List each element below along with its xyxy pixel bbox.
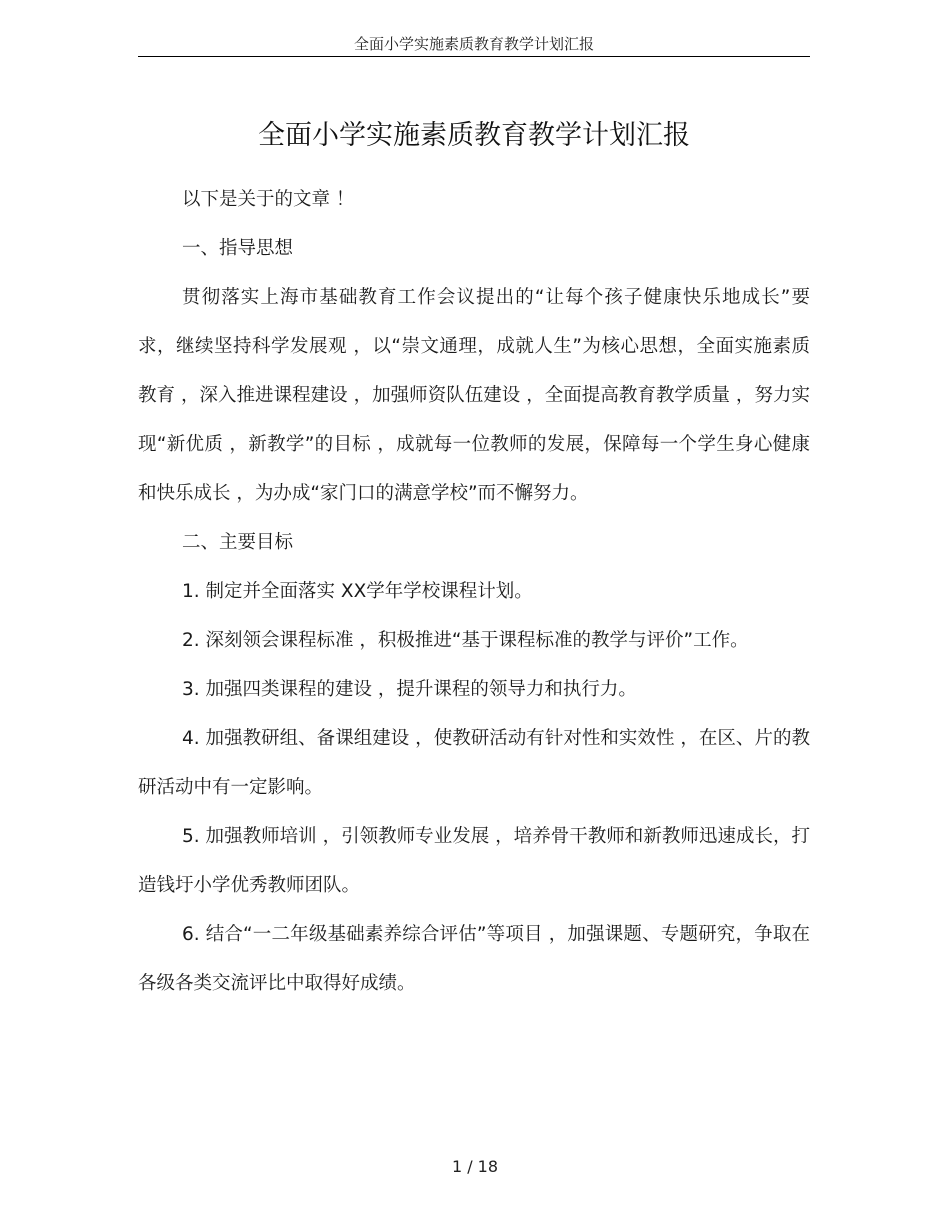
document-body bbox=[138, 175, 810, 1008]
goal-item: 6. 结合“一二年级基础素养综合评估”等项目 ，加强课题、专题研究，争取在各级各类交流评比中取得好成绩。 bbox=[138, 924, 810, 994]
section-heading-main-goals: 二、主要目标 bbox=[182, 532, 294, 553]
goal-item: 4. 加强教研组、备课组建设 ，使教研活动有针对性和实效性 ，在区、片的教研活动中有一定影响。 bbox=[138, 728, 810, 798]
goal-item: 1. 制定并全面落实 XX学年学校课程计划。 bbox=[182, 581, 533, 602]
goal-item: 2. 深刻领会课程标准 ，积极推进“基于课程标准的教学与评价”工作。 bbox=[182, 630, 749, 651]
goal-item: 5. 加强教师培训 ，引领教师专业发展 ，培养骨干教师和新教师迅速成长，打造钱圩小学优秀教师团队。 bbox=[138, 826, 810, 896]
guiding-ideology-paragraph: 贯彻落实上海市基础教育工作会议提出的“让每个孩子健康快乐地成长”要求，继续坚持科学发展观 ，以“崇文通理，成就人生”为核心思想，全面实施素质教育 ，深入推进课程建设 ，加强师资队伍建设 ，全面提高教育教学质量 ，努力实现“新优质 ，新教学”的目标 ，成就每一位教师的发展，保障每一个学生身心健康和快乐成长 ，为办成“家门口的满意学校”而不懈努力。 bbox=[138, 287, 810, 504]
running-header: 全面小学实施素质教育教学计划汇报 bbox=[353, 35, 594, 53]
document-title: 全面小学实施素质教育教学计划汇报 bbox=[258, 120, 690, 151]
goal-item: 3. 加强四类课程的建设 ，提升课程的领导力和执行力。 bbox=[182, 679, 637, 700]
intro-paragraph: 以下是关于的文章 ！ bbox=[182, 189, 355, 210]
header-rule bbox=[138, 56, 810, 57]
page-number: 1 / 18 bbox=[451, 1157, 499, 1176]
section-heading-guiding-ideology: 一、指导思想 bbox=[182, 238, 294, 259]
